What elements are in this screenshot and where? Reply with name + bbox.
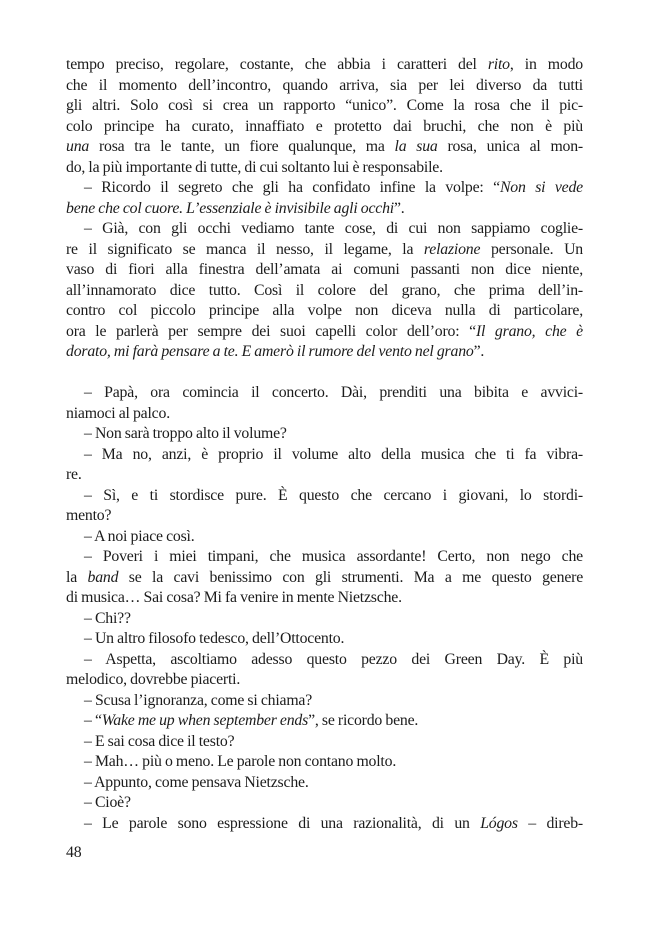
italic-text-segment: Lógos bbox=[480, 814, 518, 832]
paragraph bbox=[66, 445, 583, 486]
text-column bbox=[66, 55, 583, 834]
text-segment: do, la più importante di tutte, di cui soltanto lui è responsabile. bbox=[66, 158, 443, 176]
text-segment: – Mah… più o meno. Le parole non contano molto. bbox=[84, 753, 397, 770]
italic-text-segment: dorato, mi farà pensare a te. E amerò il rumore del vento nel grano bbox=[66, 343, 474, 360]
text-line bbox=[66, 814, 583, 835]
text-segment: melodico, dovrebbe piacerti. bbox=[66, 671, 241, 688]
text-line bbox=[66, 404, 583, 425]
paragraph-spacer bbox=[66, 363, 583, 384]
text-segment: vaso di fiori alla finestra dell’amata ai comuni passanti non dice niente, bbox=[66, 261, 583, 278]
text-segment: mento? bbox=[66, 507, 112, 524]
italic-text-segment: la sua bbox=[394, 138, 438, 155]
text-line bbox=[66, 445, 583, 466]
paragraph bbox=[66, 793, 583, 814]
text-line bbox=[66, 342, 583, 363]
text-segment: personale. Un bbox=[480, 240, 583, 258]
paragraph bbox=[66, 814, 583, 835]
text-line bbox=[66, 281, 583, 302]
text-segment: – E sai cosa dice il testo? bbox=[84, 732, 235, 750]
text-segment: re il significato se manca il nesso, il legame, la bbox=[66, 240, 424, 258]
paragraph bbox=[66, 732, 583, 753]
text-segment: – Scusa l’ignoranza, come si chiama? bbox=[84, 691, 313, 709]
italic-text-segment: bene che col cuore. L’essenziale è invisibile agli occhi bbox=[66, 199, 394, 217]
text-line bbox=[66, 773, 583, 794]
italic-text-segment: una bbox=[66, 138, 90, 155]
text-segment: – Cioè? bbox=[84, 794, 131, 811]
text-line bbox=[66, 117, 583, 138]
text-segment: – Ma no, anzi, è proprio il volume alto della musica che ti fa vibra- bbox=[84, 445, 583, 463]
text-segment: – Chi?? bbox=[84, 609, 131, 627]
text-segment: – Sì, e ti stordisce pure. È questo che cercano i giovani, lo stordi- bbox=[84, 486, 583, 504]
text-segment: tempo preciso, regolare, costante, che abbia i caratteri del bbox=[66, 56, 488, 73]
text-line bbox=[66, 670, 583, 691]
text-line bbox=[66, 711, 583, 732]
paragraph bbox=[66, 711, 583, 732]
text-segment: – direb- bbox=[517, 814, 583, 832]
text-segment: che il momento dell’incontro, quando arriva, sia per lei diverso da tutti bbox=[66, 76, 583, 94]
text-segment: – Ricordo il segreto che gli ha confidato infine la volpe: “ bbox=[84, 179, 500, 196]
text-line bbox=[66, 547, 583, 568]
text-segment: ”, se ricordo bene. bbox=[308, 712, 419, 729]
text-line bbox=[66, 96, 583, 117]
text-line bbox=[66, 383, 583, 404]
paragraph bbox=[66, 424, 583, 445]
paragraph bbox=[66, 691, 583, 712]
paragraph bbox=[66, 609, 583, 630]
text-line bbox=[66, 527, 583, 548]
text-segment: ”. bbox=[393, 199, 405, 217]
text-segment: – A noi piace così. bbox=[84, 527, 195, 545]
text-segment: – Papà, ora comincia il concerto. Dài, prenditi una bibita e avvici- bbox=[84, 384, 583, 401]
text-line bbox=[66, 732, 583, 753]
text-line bbox=[66, 219, 583, 240]
text-segment: re. bbox=[66, 466, 82, 483]
text-line bbox=[66, 301, 583, 322]
italic-text-segment: Il grano, che è bbox=[475, 322, 583, 340]
text-segment: se la cavi benissimo con gli strumenti. Ma a me questo genere bbox=[118, 568, 583, 586]
paragraph bbox=[66, 752, 583, 773]
text-segment: – Aspetta, ascoltiamo adesso questo pezzo dei Green Day. È più bbox=[84, 650, 583, 668]
italic-text-segment: band bbox=[87, 568, 119, 586]
text-segment: – “ bbox=[84, 712, 102, 729]
page-number: 48 bbox=[66, 844, 82, 861]
italic-text-segment: relazione bbox=[423, 240, 481, 258]
text-line bbox=[66, 650, 583, 671]
text-segment: la bbox=[66, 568, 88, 586]
text-line bbox=[66, 588, 583, 609]
text-line bbox=[66, 506, 583, 527]
text-segment: di musica… Sai cosa? Mi fa venire in mente Nietzsche. bbox=[66, 589, 402, 606]
paragraph bbox=[66, 773, 583, 794]
text-line bbox=[66, 752, 583, 773]
text-segment: rosa tra le tante, un fiore qualunque, ma bbox=[89, 138, 395, 155]
text-segment: niamoci al palco. bbox=[66, 404, 170, 422]
text-line bbox=[66, 568, 583, 589]
text-segment: – Non sarà troppo alto il volume? bbox=[84, 425, 287, 442]
text-segment: ”. bbox=[473, 343, 485, 360]
text-segment: – Le parole sono espressione di una razionalità, di un bbox=[84, 814, 481, 832]
text-line bbox=[66, 137, 583, 158]
text-line bbox=[66, 691, 583, 712]
italic-text-segment: Wake me up when september ends bbox=[101, 712, 309, 729]
paragraph bbox=[66, 178, 583, 219]
italic-text-segment: rito bbox=[487, 56, 510, 73]
paragraph bbox=[66, 650, 583, 691]
text-line bbox=[66, 260, 583, 281]
paragraph bbox=[66, 383, 583, 424]
text-segment: – Poveri i miei timpani, che musica assordante! Certo, non nego che bbox=[84, 548, 583, 565]
paragraph bbox=[66, 547, 583, 609]
text-line bbox=[66, 158, 583, 179]
text-line bbox=[66, 424, 583, 445]
text-segment: rosa, unica al mon- bbox=[437, 138, 583, 155]
text-line bbox=[66, 199, 583, 220]
paragraph bbox=[66, 629, 583, 650]
paragraph bbox=[66, 55, 583, 178]
text-segment: colo principe ha curato, innaffiato e protetto dai bruchi, che non è più bbox=[66, 117, 583, 135]
text-segment: contro col piccolo principe alla volpe non diceva nulla di particolare, bbox=[66, 302, 583, 319]
text-segment: , in modo bbox=[509, 56, 583, 73]
text-segment: – Appunto, come pensava Nietzsche. bbox=[84, 773, 309, 791]
text-line bbox=[66, 240, 583, 261]
text-segment: – Un altro filosofo tedesco, dell’Ottocento. bbox=[84, 630, 345, 647]
text-line bbox=[66, 322, 583, 343]
text-line bbox=[66, 55, 583, 76]
text-line bbox=[66, 609, 583, 630]
text-line bbox=[66, 76, 583, 97]
text-line bbox=[66, 465, 583, 486]
italic-text-segment: Non si vede bbox=[499, 179, 583, 196]
text-segment: all’innamorato dice tutto. Così il colore del grano, che prima dell’in- bbox=[66, 281, 583, 299]
paragraph bbox=[66, 486, 583, 527]
paragraph bbox=[66, 219, 583, 363]
text-line bbox=[66, 629, 583, 650]
text-line bbox=[66, 486, 583, 507]
text-segment: ora le parlerà per sempre dei suoi capelli color dell’oro: “ bbox=[66, 322, 476, 340]
paragraph bbox=[66, 527, 583, 548]
text-segment: – Già, con gli occhi vediamo tante cose, di cui non sappiamo coglie- bbox=[84, 220, 583, 237]
text-segment: gli altri. Solo così si crea un rapporto “unico”. Come la rosa che il pic- bbox=[66, 97, 583, 114]
text-line bbox=[66, 178, 583, 199]
text-line bbox=[66, 793, 583, 814]
